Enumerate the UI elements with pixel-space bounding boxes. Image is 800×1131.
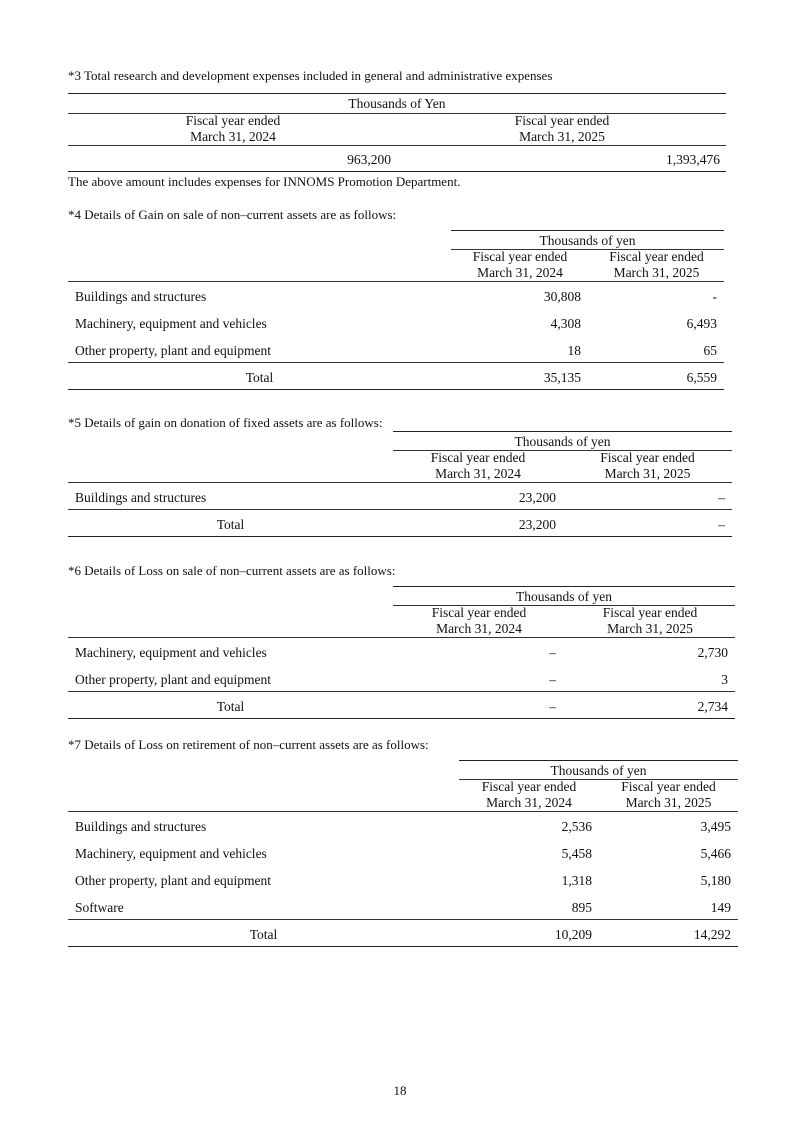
note7-row-value-2024: 895 [571,900,592,915]
note7-row-label: Software [75,900,124,915]
note5-col1-line1: Fiscal year ended [430,450,526,465]
note7-total-value-2024: 10,209 [554,927,592,942]
note3-bottom-rule [68,171,726,172]
note4-header-rule [68,281,724,282]
note4-row-value-2024: 30,808 [543,289,581,304]
note3-col1-line1: Fiscal year ended [185,113,281,128]
note6-col1-line1: Fiscal year ended [431,605,527,620]
note5-unit-header: Thousands of yen [514,434,611,449]
note4-col2-line1: Fiscal year ended [609,249,704,264]
note3-col1-line2: March 31, 2024 [190,129,276,144]
note5-col2-line1: Fiscal year ended [600,450,695,465]
note6-row-value-2024: – [549,672,556,687]
note7-unit-header: Thousands of yen [550,763,647,778]
note7-row-value-2024: 2,536 [561,819,592,834]
note7-header-rule [68,811,738,812]
note4-unit-header: Thousands of yen [539,233,636,248]
note6-row-value-2025: 2,730 [697,645,728,660]
note5-row-value-2024: 23,200 [518,490,556,505]
note6-bottom-rule [68,718,735,719]
note4-total-value-2025: 6,559 [686,370,717,385]
note7-row-label: Other property, plant and equipment [75,873,271,888]
note3-top-rule [68,93,726,94]
note6-top-rule [393,586,735,587]
note5-total-value-2025: – [718,517,725,532]
note6-header-rule [68,637,735,638]
note4-top-rule [451,230,724,231]
note5-header-rule [68,482,732,483]
note6-col2-line2: March 31, 2025 [607,621,693,636]
note6-title: *6 Details of Loss on sale of non–current assets are as follows: [68,563,396,578]
note6-row-label: Machinery, equipment and vehicles [75,645,267,660]
note5-top-rule [393,431,732,432]
note3-value-2025: 1,393,476 [666,152,720,167]
note7-total-value-2025: 14,292 [693,927,731,942]
note6-total-label: Total [216,699,245,714]
note6-unit-header: Thousands of yen [516,589,612,604]
note4-row-label: Buildings and structures [75,289,207,304]
note4-bottom-rule [68,389,724,390]
note5-row-label: Buildings and structures [75,490,207,505]
note3-unit-header: Thousands of Yen [348,96,446,111]
note6-row-label: Other property, plant and equipment [75,672,271,687]
note6-col2-line1: Fiscal year ended [602,605,698,620]
note7-col1-line2: March 31, 2024 [486,795,572,810]
note6-col1-line2: March 31, 2024 [436,621,522,636]
note3-footnote: The above amount includes expenses for INNOMS Promotion Department. [68,174,461,189]
note5-total-rule [68,509,732,510]
note5-total-value-2024: 23,200 [518,517,556,532]
note4-row-value-2025: - [712,289,717,304]
note3-col2-line1: Fiscal year ended [514,113,610,128]
note6-row-value-2025: 3 [721,672,728,687]
note6-row-value-2024: – [549,645,556,660]
note4-col1-line2: March 31, 2024 [477,265,563,280]
note7-row-value-2025: 149 [710,900,731,915]
note7-col2-line2: March 31, 2025 [625,795,712,810]
note3-col2-line2: March 31, 2025 [519,129,605,144]
note7-col1-line1: Fiscal year ended [481,779,577,794]
note4-row-label: Machinery, equipment and vehicles [75,316,267,331]
page-number: 18 [393,1083,407,1098]
note7-row-label: Machinery, equipment and vehicles [75,846,267,861]
note4-row-value-2025: 6,493 [686,316,717,331]
note4-total-rule [68,362,724,363]
note4-title: *4 Details of Gain on sale of non–current assets are as follows: [68,207,397,222]
note7-row-value-2025: 5,466 [700,846,731,861]
note4-total-label: Total [245,370,274,385]
note5-row-value-2025: – [718,490,725,505]
note6-total-value-2024: – [549,699,556,714]
note4-row-value-2025: 65 [703,343,717,358]
note5-col1-line2: March 31, 2024 [435,466,521,481]
note7-col2-line1: Fiscal year ended [621,779,716,794]
note3-value-2024: 963,200 [347,152,391,167]
note5-total-label: Total [216,517,245,532]
note7-total-rule [68,919,738,920]
note7-total-label: Total [249,927,278,942]
note5-bottom-rule [68,536,732,537]
note6-total-rule [68,691,735,692]
note4-col1-line1: Fiscal year ended [472,249,568,264]
note4-row-value-2024: 18 [567,343,581,358]
note5-col2-line2: March 31, 2025 [604,466,691,481]
note4-total-value-2024: 35,135 [543,370,581,385]
note6-total-value-2025: 2,734 [697,699,728,714]
note7-row-label: Buildings and structures [75,819,207,834]
note7-row-value-2024: 1,318 [561,873,592,888]
note7-row-value-2025: 5,180 [700,873,731,888]
note7-bottom-rule [68,946,738,947]
note7-row-value-2025: 3,495 [700,819,731,834]
note7-top-rule [459,760,738,761]
note4-col2-line2: March 31, 2025 [613,265,700,280]
note3-title: *3 Total research and development expenses included in general and administrative expenses [68,68,553,83]
note3-header-rule [68,145,726,146]
note4-row-value-2024: 4,308 [550,316,581,331]
note7-row-value-2024: 5,458 [561,846,592,861]
note5-title: *5 Details of gain on donation of fixed assets are as follows: [68,415,383,430]
note7-title: *7 Details of Loss on retirement of non–current assets are as follows: [68,737,429,752]
note4-row-label: Other property, plant and equipment [75,343,271,358]
